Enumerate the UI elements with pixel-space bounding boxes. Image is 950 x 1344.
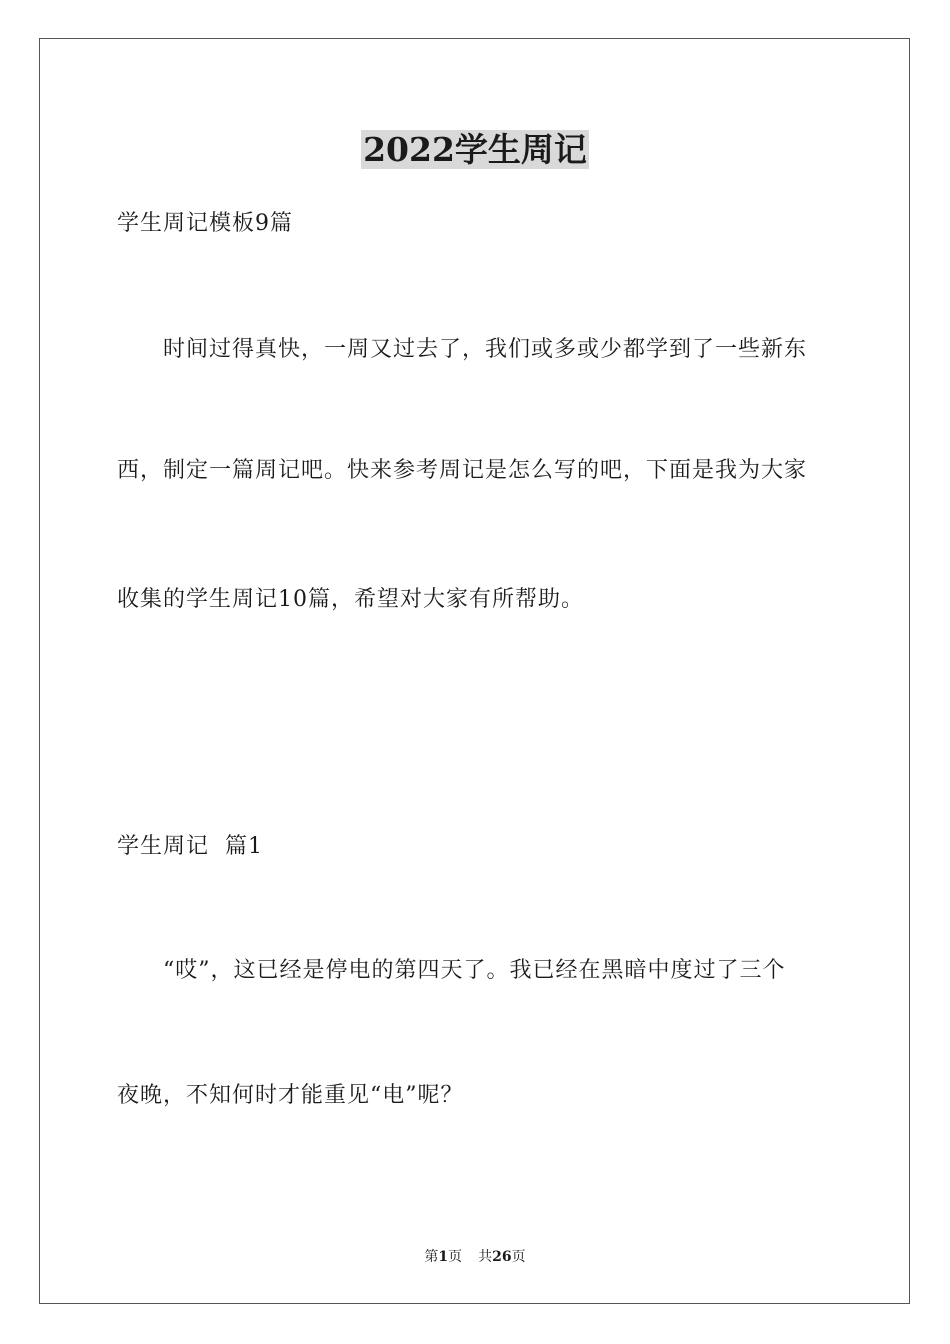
total-pages: 26 — [492, 1249, 512, 1265]
document-subtitle: 学生周记模板9篇 — [117, 211, 293, 236]
page-suffix: 页 — [448, 1249, 463, 1265]
section-paragraph-line-1: “哎”，这已经是停电的第四天了。我已经在黑暗中度过了三个 — [163, 958, 786, 983]
section-heading: 学生周记 篇1 — [117, 834, 263, 859]
document-title-text: 2022学生周记 — [363, 130, 587, 169]
page-number: 1 — [438, 1249, 449, 1265]
total-prefix: 共 — [478, 1249, 493, 1265]
document-title — [0, 128, 950, 172]
intro-paragraph-line-1: 时间过得真快，一周又过去了，我们或多或少都学到了一些新东 — [163, 337, 808, 362]
section-paragraph-line-2: 夜晚，不知何时才能重见“电”呢？ — [117, 1083, 464, 1108]
intro-paragraph-line-2: 西，制定一篇周记吧。快来参考周记是怎么写的吧，下面是我为大家 — [117, 458, 808, 483]
page-prefix: 第 — [424, 1249, 439, 1265]
total-suffix: 页 — [511, 1249, 526, 1265]
page-footer — [0, 1248, 950, 1266]
intro-paragraph-line-3: 收集的学生周记10篇，希望对大家有所帮助。 — [117, 587, 584, 612]
